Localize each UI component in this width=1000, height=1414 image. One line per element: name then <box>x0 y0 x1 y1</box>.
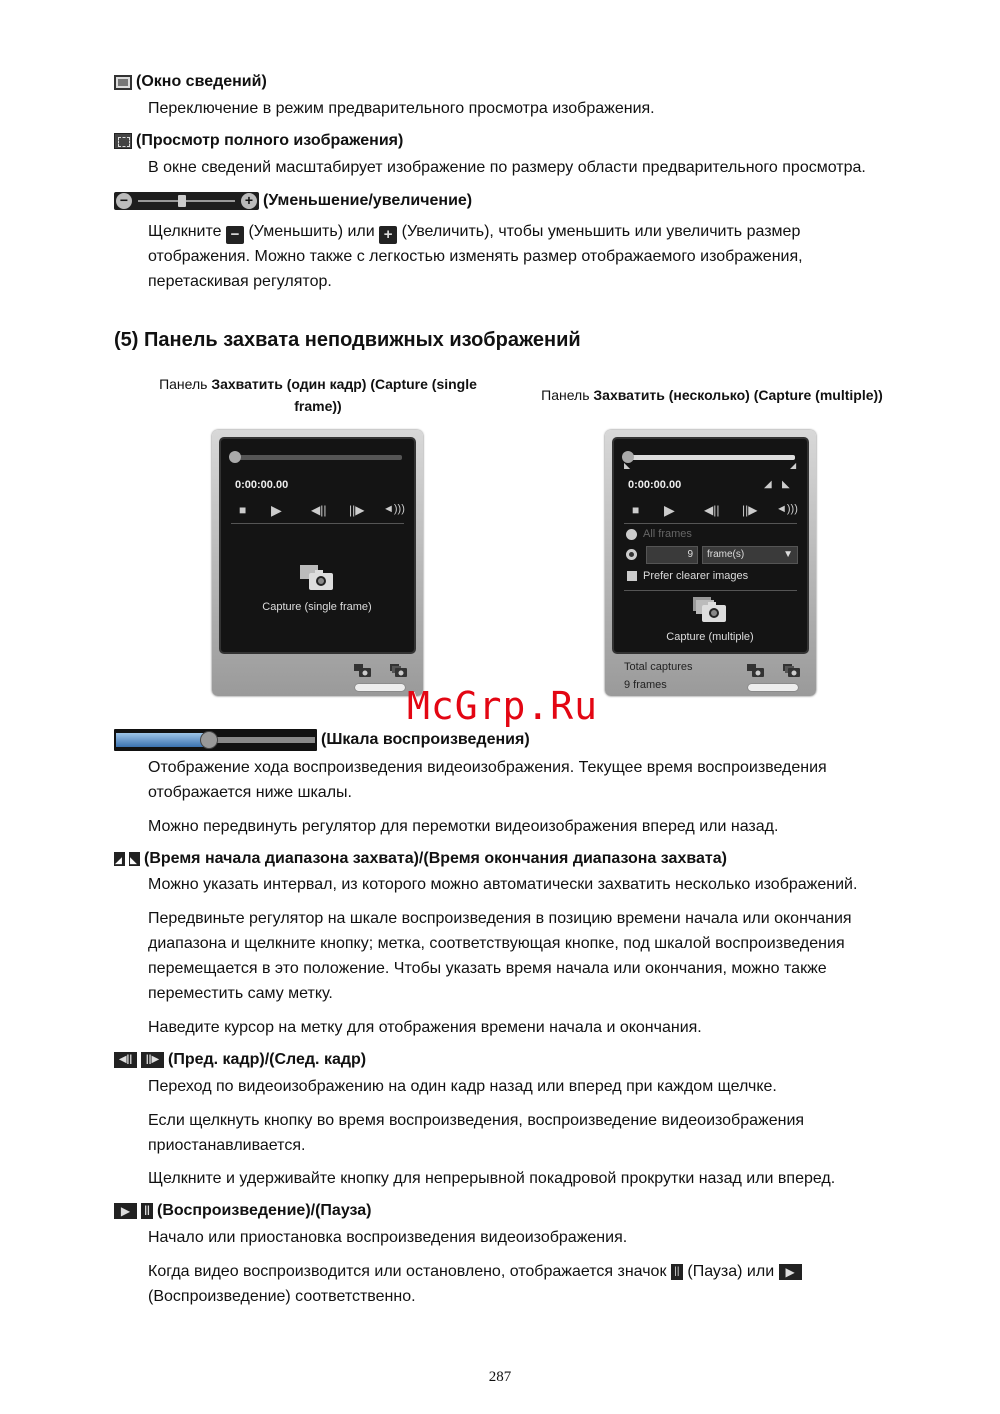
watermark: McGrp.Ru <box>407 684 599 728</box>
playback-bar-heading <box>114 729 530 751</box>
range-p2-l2: диапазона и щелкните кнопку; метка, соответствующая кнопке, под шкалой воспроизведения <box>148 935 845 952</box>
prev-frame-button-icon: ◀|| <box>114 1052 137 1068</box>
stop-icon[interactable]: ■ <box>239 503 247 517</box>
playback-bar-title: (Шкала воспроизведения) <box>321 731 530 748</box>
playback-p1-l2: отображается ниже шкалы. <box>148 784 352 801</box>
next-frame-icon-2[interactable]: ||▶ <box>742 503 758 517</box>
frames-radio[interactable] <box>626 549 637 560</box>
capture-multiple-icon[interactable] <box>692 596 728 624</box>
single-separator <box>231 523 404 524</box>
single-screen <box>219 437 416 654</box>
frames-heading <box>114 1051 366 1069</box>
play-icon-2[interactable]: ▶ <box>664 502 675 518</box>
play-icon[interactable]: ▶ <box>271 502 282 518</box>
range-title: (Время начала диапазона захвата)/(Время окончания диапазона захвата) <box>144 850 727 867</box>
pause-inline-icon: || <box>671 1264 683 1280</box>
multiple-toggle-pill[interactable] <box>748 684 798 691</box>
play-inline-icon: ▶ <box>779 1264 802 1280</box>
multiple-caption-bold: Захватить (несколько) (Capture (multiple)) <box>593 387 883 403</box>
total-captures-value: 9 frames <box>624 679 667 691</box>
zoom-heading <box>114 192 472 210</box>
zoom-text-b: (Уменьшить) или <box>248 223 375 240</box>
zoom-slider-icon <box>114 192 259 210</box>
range-p3: Наведите курсор на метку для отображения времени начала и окончания. <box>148 1019 702 1036</box>
zoom-out-button-icon: − <box>226 226 244 244</box>
play-p2-text-a: Когда видео воспроизводится или остановлено, отображается значок <box>148 1263 667 1280</box>
zoom-line-1 <box>148 219 800 244</box>
frames-p1: Переход по видеоизображению на один кадр назад или вперед при каждом щелчке. <box>148 1078 777 1095</box>
chevron-down-icon: ▼ <box>783 549 793 560</box>
frames-p3: Щелкните и удерживайте кнопку для непрерывной покадровой прокрутки назад или вперед. <box>148 1170 836 1187</box>
prefer-clearer-checkbox[interactable] <box>627 571 637 581</box>
range-end-icon: ◣ <box>129 852 140 866</box>
multiple-screen <box>612 437 809 654</box>
single-toggle-pill[interactable] <box>355 684 405 691</box>
next-frame-icon[interactable]: ||▶ <box>349 503 365 517</box>
multiple-caption <box>520 384 904 406</box>
play-p2-l1 <box>148 1259 802 1284</box>
stop-icon-2[interactable]: ■ <box>632 503 640 517</box>
range-p2-l4: переместить саму метку. <box>148 985 333 1002</box>
details-window-title: (Окно сведений) <box>136 73 267 90</box>
zoom-in-icon: + <box>241 193 257 209</box>
full-view-heading <box>114 132 403 150</box>
multiple-caption-prefix: Панель <box>541 387 594 403</box>
pause-button-icon: || <box>141 1203 153 1219</box>
play-button-icon: ▶ <box>114 1203 137 1219</box>
capture-small-icon[interactable] <box>354 664 372 678</box>
playback-p1-l1: Отображение хода воспроизведения видеоизображения. Текущее время воспроизведения <box>148 759 827 776</box>
details-window-heading <box>114 73 267 91</box>
single-seek-knob[interactable] <box>229 451 241 463</box>
total-captures-label: Total captures <box>624 661 693 673</box>
single-frame-caption <box>140 373 496 417</box>
play-p2-text-b: (Пауза) или <box>687 1263 775 1280</box>
range-p2-l3: перемещается в это положение. Чтобы указать время начала или окончания, можно также <box>148 960 827 977</box>
prefer-clearer-option[interactable] <box>627 570 748 582</box>
range-start-icon: ◢ <box>114 852 125 866</box>
zoom-line-3: перетаскивая регулятор. <box>148 273 332 290</box>
capture-small-icon-2[interactable] <box>747 664 765 678</box>
single-timecode: 0:00:00.00 <box>235 479 289 491</box>
zoom-out-icon: − <box>116 193 132 209</box>
range-start-marker[interactable]: ◣ <box>624 461 631 470</box>
frames-title: (Пред. кадр)/(След. кадр) <box>168 1051 367 1068</box>
all-frames-radio[interactable] <box>626 529 637 540</box>
capture-multiple-label: Capture (multiple) <box>666 631 754 643</box>
playback-bar-icon <box>114 729 317 751</box>
capture-single-panel <box>212 430 423 696</box>
play-p2-l2: (Воспроизведение) соответственно. <box>148 1288 416 1305</box>
zoom-text-a: Щелкните <box>148 223 222 240</box>
frames-count-input[interactable]: 9 <box>646 546 698 564</box>
play-title: (Воспроизведение)/(Пауза) <box>157 1202 372 1219</box>
capture-multiple-small-icon[interactable] <box>390 664 408 678</box>
frames-unit-label: frame(s) <box>707 549 745 560</box>
multiple-separator-1 <box>624 523 797 524</box>
volume-icon-2[interactable]: ◄))) <box>776 503 798 515</box>
capture-multiple-panel <box>605 430 816 696</box>
single-caption-bold-1: Захватить (один кадр) (Capture (single <box>211 376 477 392</box>
single-caption-prefix: Панель <box>159 376 212 392</box>
frames-unit-select[interactable] <box>702 546 798 564</box>
details-window-icon <box>114 75 132 90</box>
prefer-clearer-label: Prefer clearer images <box>643 570 749 582</box>
all-frames-option[interactable] <box>626 528 692 540</box>
range-heading <box>114 850 727 868</box>
next-frame-button-icon: ||▶ <box>141 1052 164 1068</box>
multiple-separator-2 <box>624 590 797 591</box>
playback-p2: Можно передвинуть регулятор для перемотки видеоизображения вперед или назад. <box>148 818 779 835</box>
full-view-icon <box>114 133 132 149</box>
capture-multiple-small-icon-2[interactable] <box>783 664 801 678</box>
zoom-in-button-icon: + <box>379 226 397 244</box>
zoom-title: (Уменьшение/увеличение) <box>263 192 473 209</box>
volume-icon[interactable]: ◄))) <box>383 503 405 515</box>
single-caption-bold-2: frame)) <box>294 398 342 414</box>
range-p1: Можно указать интервал, из которого можно автоматически захватить несколько изображений. <box>148 876 858 893</box>
prev-frame-icon[interactable]: ◀|| <box>311 503 327 517</box>
play-p1: Начало или приостановка воспроизведения видеоизображения. <box>148 1229 628 1246</box>
single-seek-bar[interactable] <box>233 455 402 460</box>
capture-panel-heading: (5) Панель захвата неподвижных изображений <box>114 329 581 351</box>
range-p2-l1: Передвиньте регулятор на шкале воспроизведения в позицию времени начала или окончания <box>148 910 852 927</box>
capture-single-icon[interactable] <box>299 564 335 592</box>
prev-frame-icon-2[interactable]: ◀|| <box>704 503 720 517</box>
frames-p2-l2: приостанавливается. <box>148 1137 306 1154</box>
multiple-timecode: 0:00:00.00 <box>628 479 682 491</box>
range-end-marker[interactable]: ◢ <box>790 461 797 470</box>
range-end-button-icon[interactable]: ◣ <box>782 479 790 490</box>
zoom-line-2: отображения. Можно также с легкостью изменять размер отображаемого изображения, <box>148 248 803 265</box>
full-view-text: В окне сведений масштабирует изображение по размеру области предварительного просмотра. <box>148 159 866 176</box>
all-frames-label: All frames <box>643 528 692 540</box>
page-number: 287 <box>488 1369 512 1385</box>
range-start-button-icon[interactable]: ◢ <box>764 479 772 490</box>
zoom-text-c: (Увеличить), чтобы уменьшить или увеличить размер <box>401 223 801 240</box>
details-window-text: Переключение в режим предварительного просмотра изображения. <box>148 100 655 117</box>
full-view-title: (Просмотр полного изображения) <box>136 132 404 149</box>
play-heading <box>114 1202 371 1220</box>
capture-single-label: Capture (single frame) <box>262 601 372 613</box>
multiple-seek-bar[interactable] <box>626 455 795 460</box>
frames-p2-l1: Если щелкнуть кнопку во время воспроизведения, воспроизведение видеоизображения <box>148 1112 805 1129</box>
